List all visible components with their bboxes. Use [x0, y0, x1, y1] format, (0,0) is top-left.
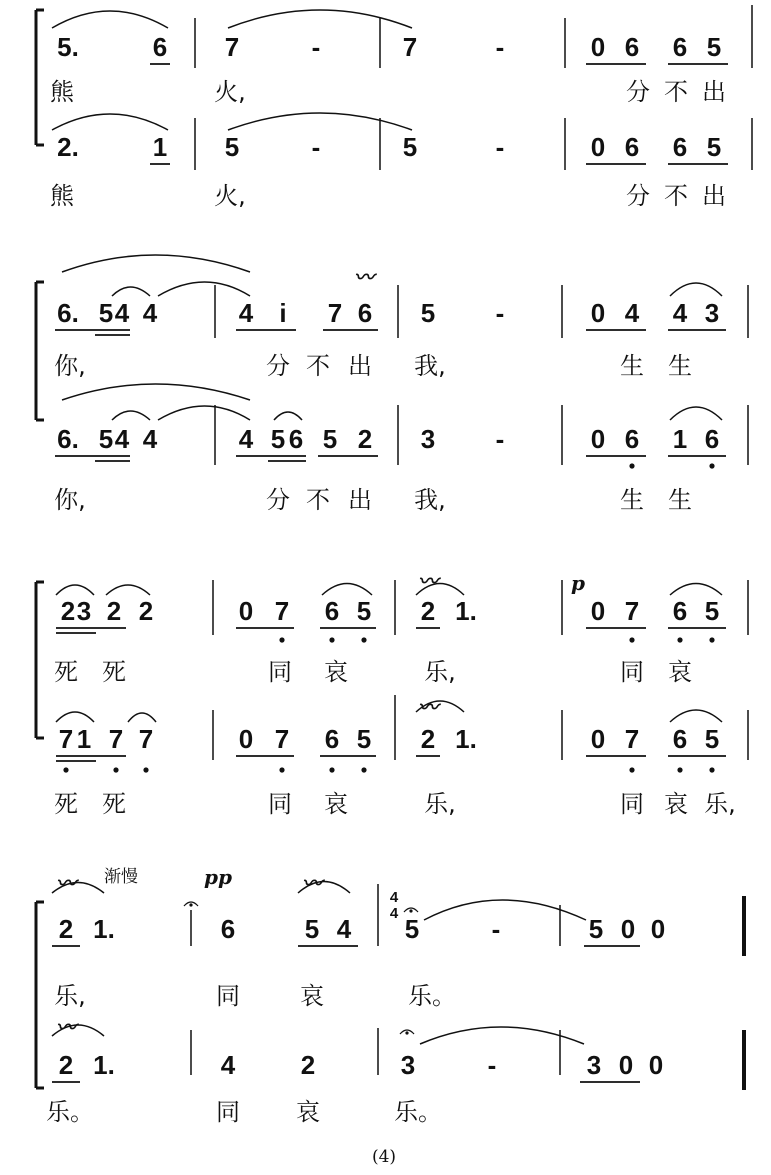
note: 5 — [704, 596, 720, 626]
note: 5 — [356, 724, 372, 754]
system-2 — [36, 255, 748, 514]
lyric: 死 — [54, 790, 78, 818]
note: 1 — [152, 132, 168, 162]
time-signature-top: 4 — [389, 889, 399, 906]
slur — [52, 114, 168, 130]
tempo-marking: 渐慢 — [104, 867, 138, 887]
note: i — [279, 298, 287, 328]
note: 7 — [58, 724, 74, 754]
page-number: (4) — [371, 1147, 397, 1167]
lyric: 哀 — [300, 982, 324, 1010]
note: 0 — [590, 596, 606, 626]
note: 1 — [76, 724, 92, 754]
time-signature-bottom: 4 — [389, 905, 399, 922]
note: 7 — [624, 596, 640, 626]
lyric: 生 — [668, 486, 692, 514]
slur — [106, 585, 150, 595]
lyric: 死 — [102, 790, 126, 818]
octave-dot — [629, 463, 634, 468]
note: 0 — [238, 724, 254, 754]
note: 0 — [590, 298, 606, 328]
lyric: 乐。 — [46, 1098, 94, 1126]
lyric: 不 — [664, 78, 688, 106]
note: 4 — [624, 298, 640, 328]
lyric: 分 — [626, 182, 650, 210]
note: 5 — [304, 914, 320, 944]
slur — [158, 406, 250, 420]
note: 1. — [455, 724, 477, 754]
note: 5 — [588, 914, 604, 944]
note: 7 — [274, 724, 290, 754]
system-bracket — [36, 10, 44, 145]
note: 1. — [93, 1050, 115, 1080]
note: 0 — [590, 724, 606, 754]
note: 6 — [672, 32, 688, 62]
note: 4 — [114, 424, 130, 454]
note: 6. — [57, 298, 79, 328]
note: 0 — [650, 914, 666, 944]
slur — [228, 10, 412, 28]
mordent-mark: 〰 — [302, 871, 322, 895]
note: 2 — [138, 596, 154, 626]
octave-dot — [63, 767, 68, 772]
note: 7 — [327, 298, 343, 328]
note: 1. — [93, 914, 115, 944]
octave-dot — [709, 637, 714, 642]
lyric: 乐, — [704, 790, 736, 818]
system-bracket — [36, 902, 44, 1088]
lyric: 分 — [266, 352, 290, 380]
octave-dot — [279, 637, 284, 642]
system-1 — [36, 5, 752, 210]
octave-dot — [113, 767, 118, 772]
lyric: 分 — [266, 486, 290, 514]
note: 6. — [57, 424, 79, 454]
note: 4 — [142, 298, 158, 328]
note: 2. — [57, 132, 79, 162]
note: 6 — [672, 724, 688, 754]
lyric: 同 — [216, 982, 240, 1010]
note: 5 — [404, 914, 420, 944]
slur — [112, 411, 150, 420]
note: - — [495, 32, 505, 62]
octave-dot — [709, 767, 714, 772]
lyric: 出 — [702, 78, 726, 106]
slur — [56, 585, 94, 595]
slur — [158, 282, 250, 296]
slur — [228, 113, 412, 130]
note: 5 — [706, 32, 722, 62]
octave-dot — [361, 767, 366, 772]
lyric: 不 — [306, 352, 330, 380]
note: 5 — [270, 424, 286, 454]
note: 5 — [356, 596, 372, 626]
lyric: 同 — [268, 790, 292, 818]
lyric: 哀 — [324, 790, 348, 818]
note: 3 — [76, 596, 92, 626]
note: 5 — [98, 298, 114, 328]
lyric: 哀 — [296, 1098, 320, 1126]
slur — [62, 384, 250, 400]
note: 2 — [60, 596, 76, 626]
note: - — [311, 132, 321, 162]
note: 7 — [108, 724, 124, 754]
note: 0 — [238, 596, 254, 626]
lyric: 同 — [216, 1098, 240, 1126]
lyric: 出 — [348, 352, 372, 380]
note: - — [491, 914, 501, 944]
note: - — [495, 424, 505, 454]
lyric: 哀 — [664, 790, 688, 818]
octave-dot — [629, 767, 634, 772]
system-4 — [36, 865, 744, 1126]
note: 7 — [402, 32, 418, 62]
octave-dot — [329, 637, 334, 642]
slur — [670, 710, 722, 722]
note: 0 — [590, 132, 606, 162]
slur — [670, 283, 722, 296]
lyric: 火, — [214, 182, 246, 210]
note: 0 — [620, 914, 636, 944]
note: - — [495, 298, 505, 328]
note: - — [495, 132, 505, 162]
note: 0 — [618, 1050, 634, 1080]
note: 5. — [57, 32, 79, 62]
slur — [62, 255, 250, 272]
note: 0 — [648, 1050, 664, 1080]
octave-dot — [709, 463, 714, 468]
lyric: 出 — [702, 182, 726, 210]
lyric: 我, — [414, 352, 446, 380]
slur — [670, 407, 722, 420]
lyric: 哀 — [668, 658, 692, 686]
note: 5 — [322, 424, 338, 454]
octave-dot — [143, 767, 148, 772]
note: 4 — [336, 914, 352, 944]
lyric: 生 — [620, 486, 644, 514]
octave-dot — [279, 767, 284, 772]
slur — [274, 412, 302, 420]
note: 4 — [238, 298, 254, 328]
note: 6 — [324, 596, 340, 626]
lyric: 死 — [54, 658, 78, 686]
mordent-mark: 〰 — [56, 871, 76, 895]
lyric: 乐。 — [408, 982, 456, 1010]
dynamic-mark: p — [571, 571, 585, 595]
slur — [322, 584, 372, 596]
note: 6 — [672, 132, 688, 162]
note: 0 — [590, 32, 606, 62]
slur — [128, 713, 156, 722]
note: 3 — [420, 424, 436, 454]
note: 0 — [590, 424, 606, 454]
lyric: 生 — [668, 352, 692, 380]
mordent-mark: 〰 — [418, 695, 438, 719]
fermata-dot — [409, 909, 412, 912]
octave-dot — [329, 767, 334, 772]
note: 6 — [624, 132, 640, 162]
tie — [424, 900, 586, 920]
note: 5 — [98, 424, 114, 454]
note: 6 — [624, 32, 640, 62]
note: - — [487, 1050, 497, 1080]
lyric: 同 — [620, 658, 644, 686]
octave-dot — [677, 767, 682, 772]
lyric: 你, — [54, 486, 86, 514]
note: 4 — [142, 424, 158, 454]
lyric: 同 — [268, 658, 292, 686]
note: 2 — [420, 596, 436, 626]
lyric: 乐, — [424, 658, 456, 686]
note: 2 — [58, 914, 74, 944]
lyric: 不 — [664, 182, 688, 210]
note: 5 — [704, 724, 720, 754]
note: 2 — [300, 1050, 316, 1080]
note: 2 — [357, 424, 373, 454]
note: 3 — [704, 298, 720, 328]
lyric: 不 — [306, 486, 330, 514]
note: 7 — [624, 724, 640, 754]
note: 4 — [238, 424, 254, 454]
note: 2 — [420, 724, 436, 754]
note: 4 — [220, 1050, 236, 1080]
mordent-mark: 〰 — [354, 265, 374, 289]
lyric: 同 — [620, 790, 644, 818]
octave-dot — [361, 637, 366, 642]
note: 5 — [420, 298, 436, 328]
note: 6 — [672, 596, 688, 626]
note: 2 — [58, 1050, 74, 1080]
note: 4 — [672, 298, 688, 328]
octave-dot — [677, 637, 682, 642]
lyric: 生 — [620, 352, 644, 380]
octave-dot — [629, 637, 634, 642]
note: 6 — [288, 424, 304, 454]
fermata-dot — [405, 1031, 408, 1034]
mordent-mark: 〰 — [56, 1015, 76, 1039]
note: 6 — [704, 424, 720, 454]
slur — [56, 712, 94, 722]
note: 6 — [624, 424, 640, 454]
lyric: 死 — [102, 658, 126, 686]
note: - — [311, 32, 321, 62]
system-bracket — [36, 282, 44, 420]
note: 3 — [400, 1050, 416, 1080]
lyric: 火, — [214, 78, 246, 106]
note: 6 — [220, 914, 236, 944]
note: 1. — [455, 596, 477, 626]
note: 2 — [106, 596, 122, 626]
lyric: 分 — [626, 78, 650, 106]
system-3 — [36, 569, 748, 818]
slur — [112, 287, 150, 296]
lyric: 乐, — [54, 982, 86, 1010]
note: 5 — [224, 132, 240, 162]
note: 6 — [357, 298, 373, 328]
lyric: 乐, — [424, 790, 456, 818]
note: 5 — [402, 132, 418, 162]
dynamic-mark: pp — [204, 865, 232, 889]
lyric: 我, — [414, 486, 446, 514]
note: 4 — [114, 298, 130, 328]
lyric: 哀 — [324, 658, 348, 686]
note: 7 — [274, 596, 290, 626]
note: 6 — [152, 32, 168, 62]
lyric: 熊 — [50, 182, 74, 210]
slur — [52, 11, 168, 28]
note: 6 — [324, 724, 340, 754]
slur — [670, 584, 722, 596]
note: 7 — [224, 32, 240, 62]
lyric: 乐。 — [394, 1098, 442, 1126]
note: 3 — [586, 1050, 602, 1080]
note: 7 — [138, 724, 154, 754]
fermata-dot — [189, 903, 192, 906]
mordent-mark: 〰 — [418, 569, 438, 593]
lyric: 熊 — [50, 78, 74, 106]
lyric: 你, — [54, 352, 86, 380]
system-bracket — [36, 582, 44, 738]
lyric: 出 — [348, 486, 372, 514]
note: 5 — [706, 132, 722, 162]
note: 1 — [672, 424, 688, 454]
